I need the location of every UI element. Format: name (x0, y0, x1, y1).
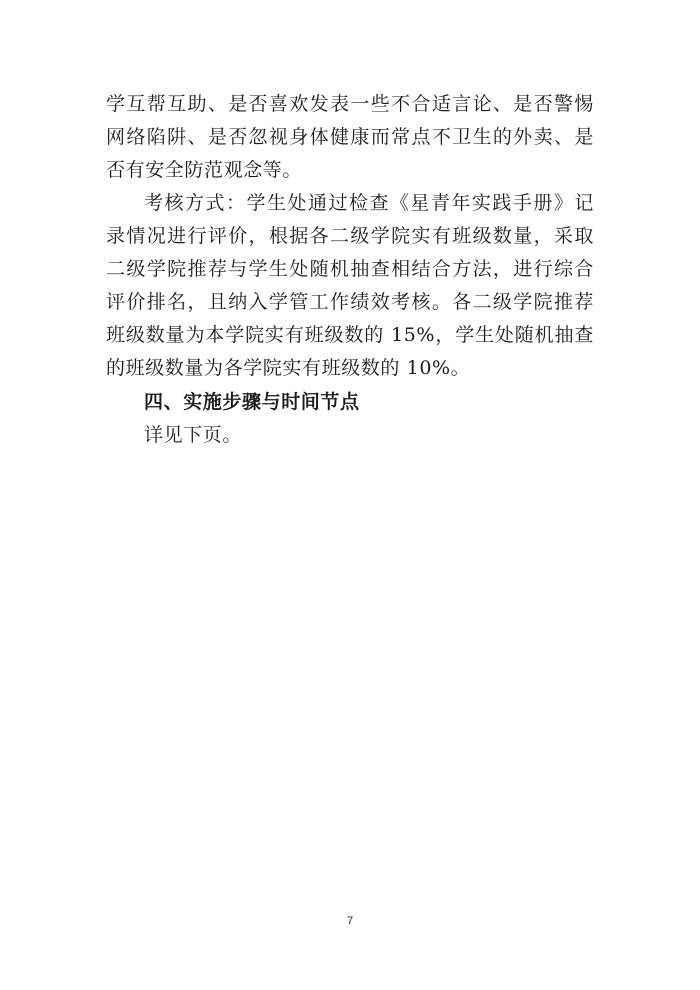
body-paragraph-continued: 学互帮互助、是否喜欢发表一些不合适言论、是否警惕网络陷阱、是否忽视身体健康而常点不卫生的外卖、是否有安全防范观念等。 (106, 93, 594, 181)
page-number: 7 (346, 915, 354, 927)
page-body (106, 88, 594, 452)
see-next-page-paragraph: 详见下页。 (144, 424, 243, 446)
section-heading: 四、实施步骤与时间节点 (144, 391, 360, 413)
assessment-method-paragraph: 考核方式：学生处通过检查《星青年实践手册》记录情况进行评价，根据各二级学院实有班级数量，采取二级学院推荐与学生处随机抽查相结合方法，进行综合评价排名，且纳入学管工作绩效考核。各二级学院推荐班级数量为本学院实有班级数的 15%，学生处随机抽查的班级数量为各学院实有班级数的 10%。 (106, 192, 594, 379)
